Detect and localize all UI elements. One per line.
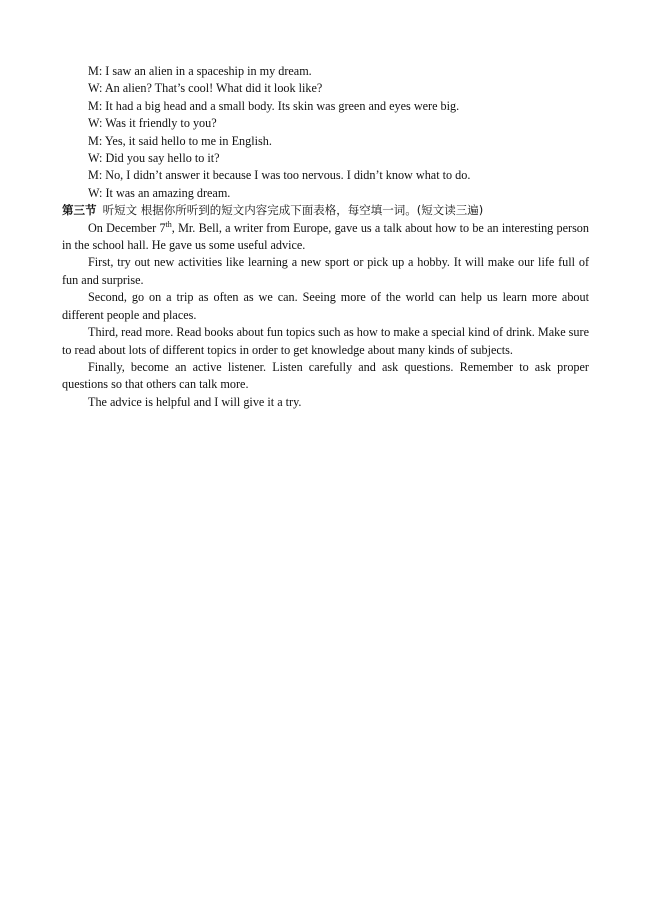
- section-instruction: 听短文 根据你所听到的短文内容完成下面表格，每空填一词。(短文读三遍): [102, 203, 484, 218]
- passage-intro: On December 7th, Mr. Bell, a writer from Europe, gave us a talk about how to be an interesting person in the school hall. He gave us some useful advice.: [62, 219, 589, 253]
- passage-paragraph: First, try out new activities like learning a new sport or pick up a hobby. It will make our life full of fun and surprise.: [62, 255, 589, 287]
- speaker: W:: [88, 185, 103, 200]
- speaker: W:: [88, 81, 103, 96]
- dialogue-line: [62, 98, 589, 115]
- speaker: W:: [88, 116, 103, 131]
- section-heading: [62, 202, 589, 219]
- passage: [62, 220, 589, 411]
- passage-paragraph: Finally, become an active listener. Listen carefully and ask questions. Remember to ask proper questions so that others can talk more.: [62, 359, 589, 392]
- passage-paragraph: The advice is helpful and I will give it a try.: [88, 394, 302, 409]
- dialogue-line: [62, 185, 589, 202]
- utterance: It was an amazing dream.: [105, 185, 231, 200]
- speaker: M:: [88, 98, 103, 113]
- dialogue-line: [62, 63, 589, 80]
- dialogue: [62, 63, 589, 202]
- document-page: [62, 63, 589, 411]
- utterance: An alien? That’s cool! What did it look like?: [104, 81, 323, 96]
- ordinal-suffix: th: [165, 219, 172, 229]
- dialogue-line: [62, 167, 589, 184]
- speaker: M:: [88, 133, 103, 148]
- section-label: 第三节: [62, 203, 97, 218]
- speaker: M:: [88, 64, 103, 78]
- dialogue-line: [62, 115, 589, 132]
- utterance: It had a big head and a small body. Its skin was green and eyes were big.: [105, 98, 460, 113]
- speaker: M:: [88, 168, 103, 183]
- speaker: W:: [88, 151, 103, 166]
- utterance: I saw an alien in a spaceship in my dream.: [105, 64, 312, 78]
- utterance: Yes, it said hello to me in English.: [104, 133, 272, 148]
- dialogue-line: [62, 150, 589, 167]
- dialogue-line: [62, 133, 589, 150]
- utterance: No, I didn’t answer it because I was too nervous. I didn’t know what to do.: [105, 168, 471, 183]
- dialogue-line: [62, 80, 589, 97]
- utterance: Was it friendly to you?: [105, 116, 217, 131]
- passage-paragraph: Second, go on a trip as often as we can. Seeing more of the world can help us learn more about different people and places.: [62, 290, 589, 322]
- utterance: Did you say hello to it?: [105, 151, 220, 166]
- passage-paragraph: Third, read more. Read books about fun topics such as how to make a special kind of drink. Make sure to read about lots of different topics in order to get knowledge about many kinds of subjects.: [62, 325, 589, 357]
